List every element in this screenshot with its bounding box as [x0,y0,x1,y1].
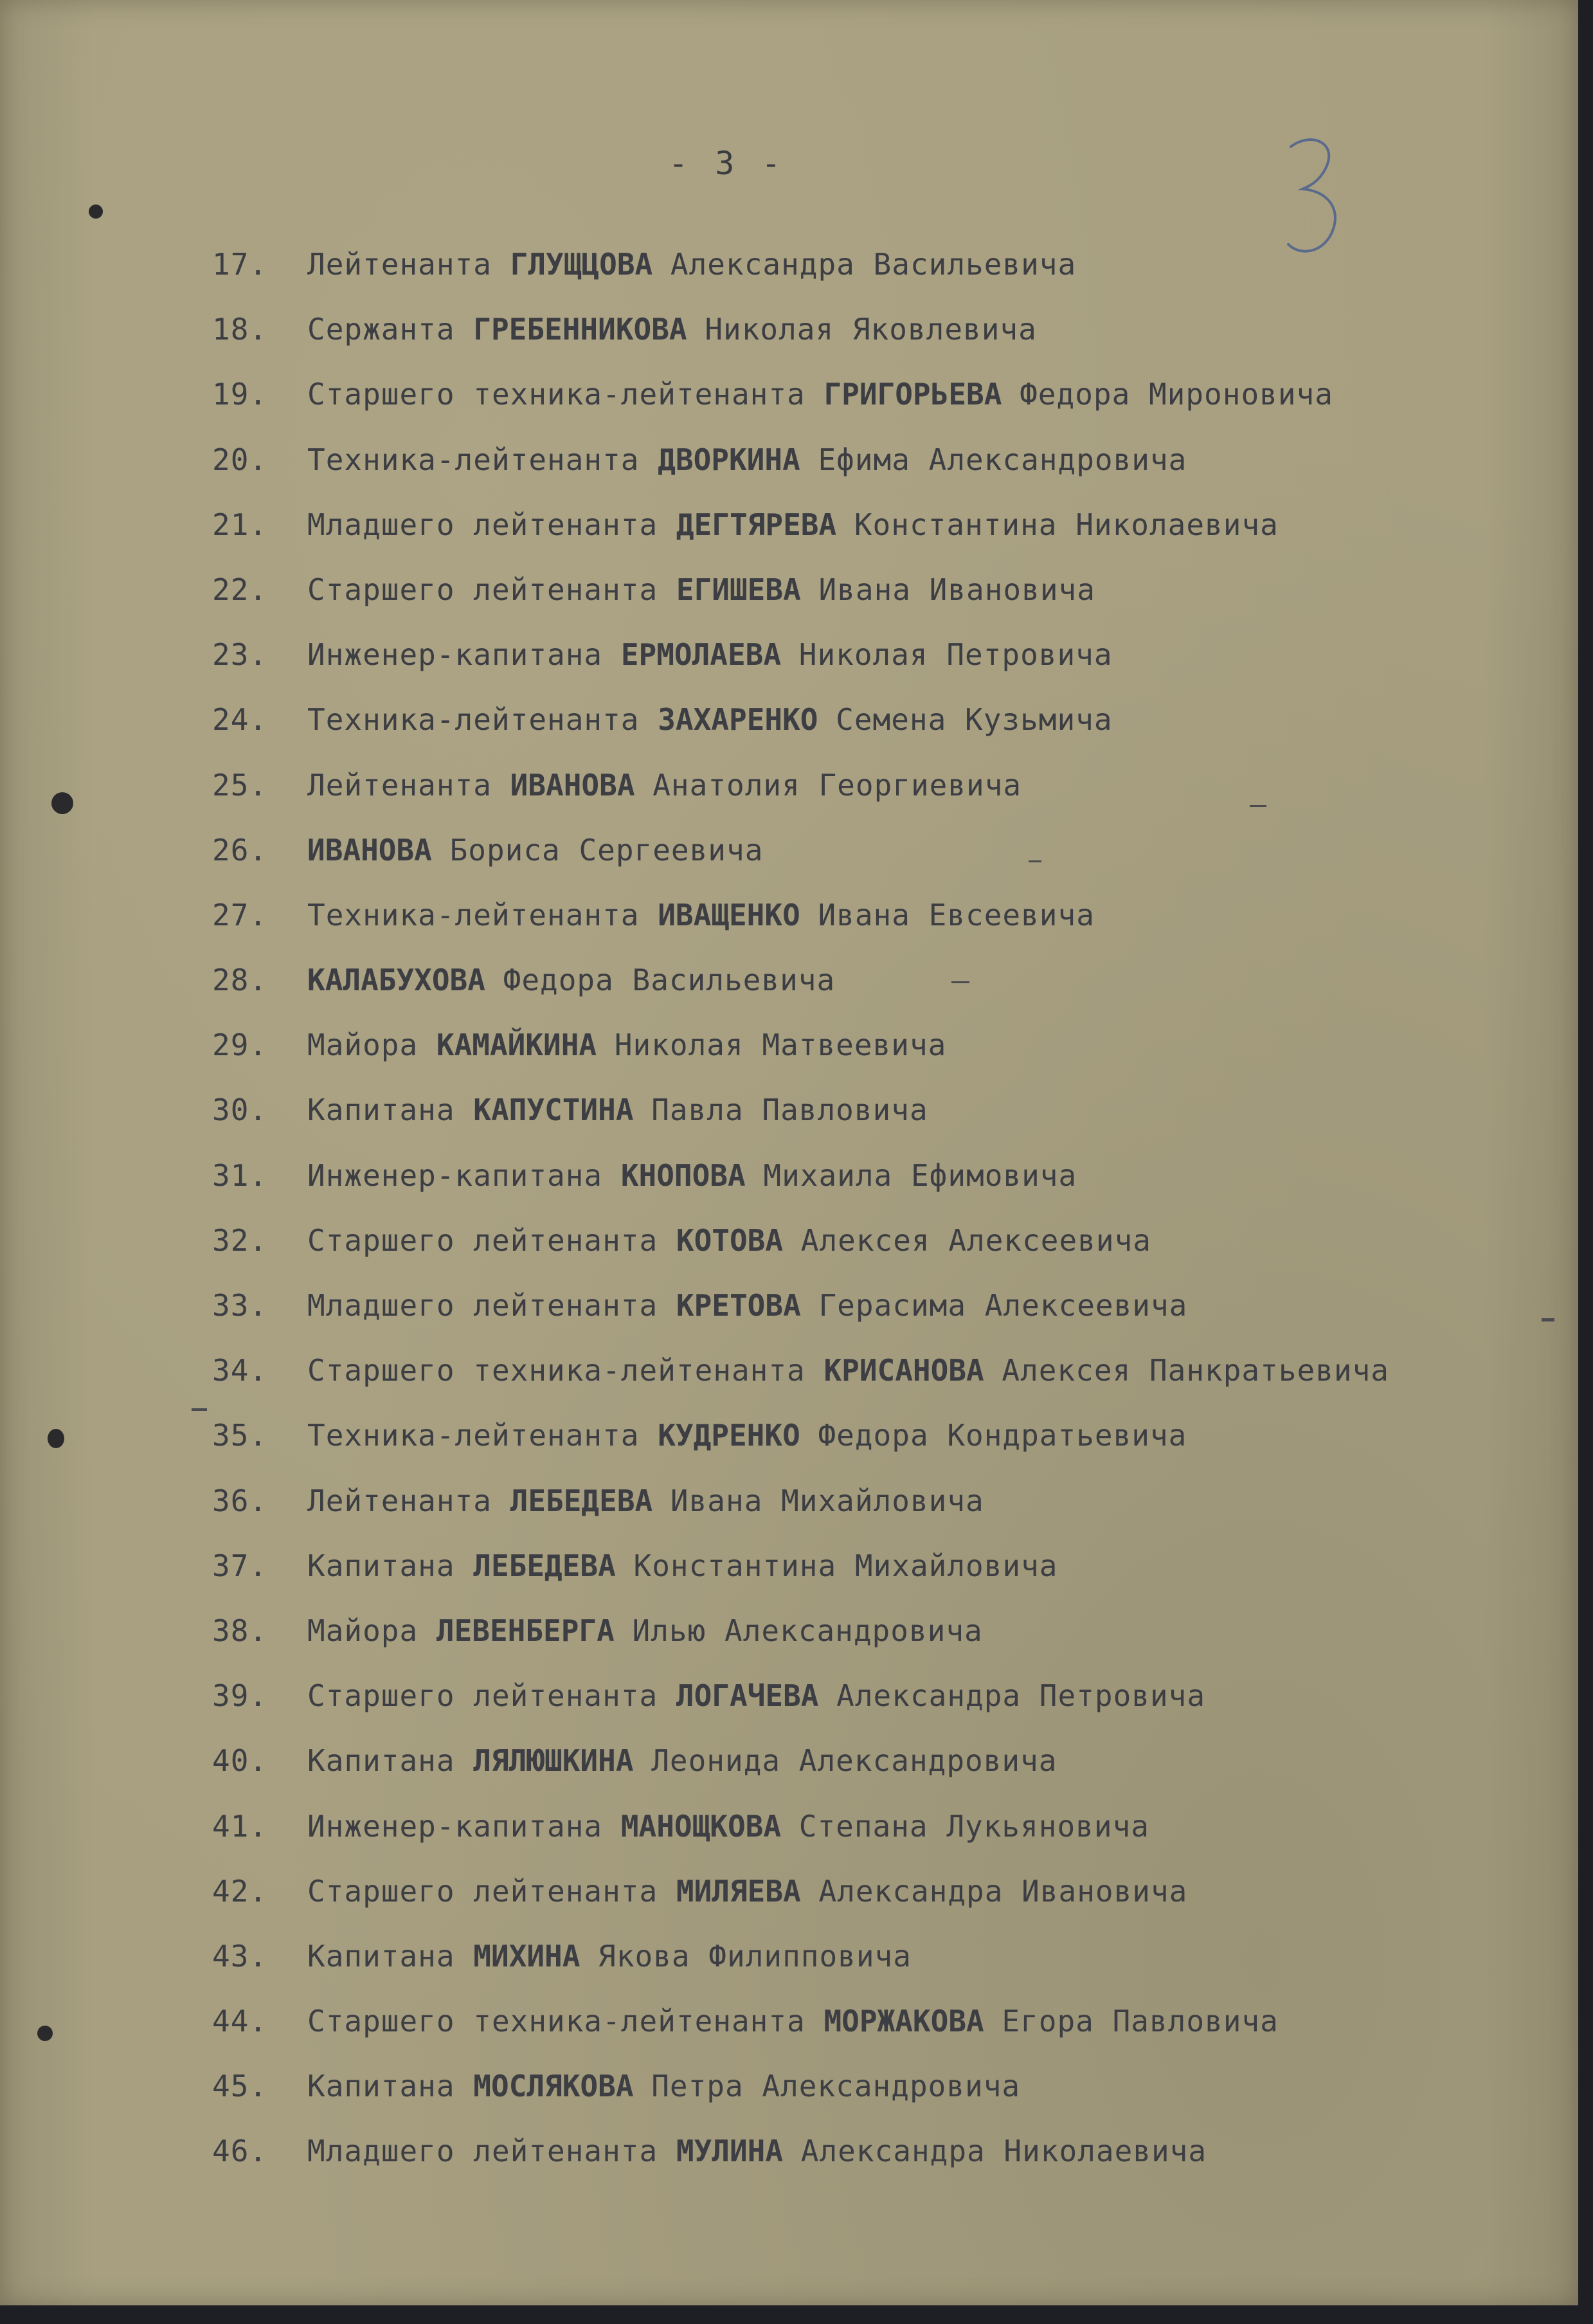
entry-rank: Техника-лейтенанта [307,897,640,932]
entry-rank: Капитана [307,1093,455,1128]
entry-given-names: Федора Васильевича [503,963,836,998]
entry-surname: ЛЕБЕДЕВА [510,1483,653,1518]
list-item [212,1288,1569,1356]
entry-surname: КАПУСТИНА [473,1093,634,1128]
list-item [212,965,1569,1030]
entry-surname: КРЕТОВА [676,1288,801,1323]
entry-rank: Сержанта [307,312,455,347]
entry-number: 20. [212,442,268,477]
entry-surname: КАМАЙКИНА [436,1028,597,1063]
entry-surname: ЕРМОЛАЕВА [620,637,782,673]
entry-rank: Старшего техника-лейтенанта [307,2004,806,2039]
list-item [212,442,1569,510]
entry-given-names: Семена Кузьмича [836,702,1113,738]
entry-number: 44. [212,2004,268,2039]
entry-surname: ИВАЩЕНКО [658,897,800,932]
entry-rank: Майора [307,1613,419,1648]
entry-given-names: Павла Павловича [651,1093,928,1128]
entry-surname: ЛЕВЕНБЕРГА [436,1613,615,1648]
entry-number: 29. [212,1028,268,1063]
entry-number: 18. [212,312,268,347]
entry-given-names: Анатолия Георгиевича [652,767,1022,803]
entry-surname: МИХИНА [473,1938,580,1974]
entry-rank: Капитана [307,1938,455,1974]
entry-given-names: Ивана Евсеевича [818,897,1095,932]
entry-given-names: Герасима Алексеевича [818,1288,1188,1323]
entry-given-names: Александра Ивановича [818,1873,1188,1909]
entry-rank: Младшего лейтенанта [307,507,658,542]
list-item [212,572,1569,640]
entry-surname: МУЛИНА [676,2134,784,2169]
entry-number: 38. [212,1613,268,1648]
pencil-tick-mark [1542,1318,1554,1321]
entry-rank: Техника-лейтенанта [307,442,640,477]
entry-number: 43. [212,1938,268,1974]
list-item [212,2136,1569,2201]
list-item [212,379,1569,444]
entry-surname: ГЛУЩЦОВА [510,247,653,282]
entry-given-names: Ивана Ивановича [818,572,1095,607]
entry-rank: Инженер-капитана [307,637,603,673]
entry-number: 37. [212,1548,268,1583]
entry-surname: МАНОЩКОВА [620,1808,782,1844]
entry-given-names: Ефима Александровича [818,442,1187,477]
entry-given-names: Александра Николаевича [800,2134,1207,2169]
list-item [212,767,1569,835]
entry-rank: Лейтенанта [307,767,492,803]
entry-surname: ДВОРКИНА [658,442,800,477]
entry-surname: ГРЕБЕННИКОВА [473,312,687,347]
entry-surname: ЛЯЛЮШКИНА [473,1743,634,1779]
entry-rank: Инженер-капитана [307,1808,603,1844]
entry-given-names: Федора Мироновича [1020,377,1333,412]
list-item [212,247,1569,314]
list-item [212,702,1569,770]
punch-hole-lower [48,1429,64,1448]
entry-number: 27. [212,897,268,932]
list-item [212,1483,1569,1551]
entry-surname: МИЛЯЕВА [676,1873,801,1909]
list-item [212,1938,1569,2006]
entry-rank: Майора [307,1028,419,1063]
entry-given-names: Бориса Сергеевича [449,832,764,867]
list-item [212,1678,1569,1746]
entry-given-names: Константина Николаевича [854,507,1279,542]
entry-surname: ИВАНОВА [307,832,432,867]
pencil-tick-mark [1250,805,1266,807]
list-item [212,1353,1569,1421]
punch-hole-middle [51,792,73,814]
entry-number: 30. [212,1093,268,1128]
entry-surname: КАЛАБУХОВА [307,963,485,998]
list-item [212,1743,1569,1811]
entry-given-names: Михаила Ефимовича [763,1157,1077,1193]
list-item [212,1095,1569,1160]
entry-given-names: Николая Матвеевича [614,1028,947,1063]
entry-rank: Старшего техника-лейтенанта [307,1353,806,1388]
pencil-tick-mark [192,1408,207,1411]
list-item [212,2071,1569,2136]
punch-hole-bottom [37,2026,53,2041]
entry-given-names: Егора Павловича [1002,2004,1279,2039]
entry-number: 42. [212,1873,268,1909]
entry-rank: Капитана [307,1548,455,1583]
list-item [212,1548,1569,1616]
entry-rank: Инженер-капитана [307,1157,603,1193]
entry-rank: Лейтенанта [307,247,492,282]
list-item [212,1808,1569,1876]
entry-given-names: Ивана Михайловича [670,1483,984,1518]
entry-number: 41. [212,1808,268,1844]
entry-rank: Лейтенанта [307,1483,492,1518]
list-item [212,2006,1569,2071]
entry-number: 32. [212,1222,268,1258]
page-number: - 3 - [669,145,785,182]
entry-number: 17. [212,247,268,282]
entry-given-names: Константина Михайловича [633,1548,1058,1583]
list-item [212,832,1569,900]
entry-number: 31. [212,1157,268,1193]
entry-number: 25. [212,767,268,803]
entry-given-names: Степана Лукьяновича [798,1808,1149,1844]
entry-number: 40. [212,1743,268,1779]
personnel-list [212,247,1569,2202]
entry-rank: Капитана [307,2069,455,2104]
entry-given-names: Николая Петровича [798,637,1113,673]
entry-rank: Старшего техника-лейтенанта [307,377,806,412]
entry-number: 28. [212,963,268,998]
entry-rank: Капитана [307,1743,455,1779]
list-item [212,1873,1569,1941]
entry-number: 35. [212,1418,268,1453]
entry-number: 39. [212,1678,268,1714]
entry-number: 24. [212,702,268,738]
entry-given-names: Александра Васильевича [670,247,1077,282]
entry-surname: ЛЕБЕДЕВА [473,1548,616,1583]
entry-given-names: Алексея Панкратьевича [1002,1353,1389,1388]
entry-given-names: Федора Кондратьевича [818,1418,1187,1453]
list-item [212,314,1569,379]
list-item [212,1030,1569,1095]
punch-hole-top [89,204,103,219]
entry-rank: Старшего лейтенанта [307,1678,658,1714]
entry-surname: ЗАХАРЕНКО [658,702,818,738]
entry-rank: Старшего лейтенанта [307,1222,658,1258]
list-item [212,1418,1569,1485]
entry-surname: ИВАНОВА [510,767,635,803]
list-item [212,1157,1569,1226]
entry-given-names: Александра Петровича [836,1678,1206,1714]
entry-given-names: Петра Александровича [651,2069,1021,2104]
entry-surname: КОТОВА [676,1222,784,1258]
entry-number: 36. [212,1483,268,1518]
list-item [212,637,1569,705]
entry-surname: ЛОГАЧЕВА [676,1678,819,1714]
entry-surname: МОСЛЯКОВА [473,2069,634,2104]
handwritten-sheet-number [1286,135,1344,264]
entry-number: 33. [212,1288,268,1323]
entry-number: 21. [212,507,268,542]
entry-given-names: Леонида Александровича [651,1743,1058,1779]
entry-number: 22. [212,572,268,607]
entry-number: 26. [212,832,268,867]
entry-given-names: Илью Александровича [632,1613,983,1648]
entry-number: 23. [212,637,268,673]
entry-surname: КНОПОВА [620,1157,746,1193]
entry-number: 34. [212,1353,268,1388]
entry-surname: КРИСАНОВА [824,1353,984,1388]
entry-rank: Младшего лейтенанта [307,1288,658,1323]
list-item [212,1222,1569,1291]
entry-rank: Старшего лейтенанта [307,572,658,607]
entry-number: 46. [212,2134,268,2169]
entry-surname: МОРЖАКОВА [824,2004,984,2039]
entry-surname: ЕГИШЕВА [676,572,801,607]
entry-given-names: Николая Яковлевича [705,312,1037,347]
entry-rank: Младшего лейтенанта [307,2134,658,2169]
entry-surname: ГРИГОРЬЕВА [824,377,1002,412]
entry-number: 45. [212,2069,268,2104]
entry-rank: Техника-лейтенанта [307,1418,640,1453]
list-item [212,507,1569,575]
entry-given-names: Алексея Алексеевича [800,1222,1151,1258]
entry-surname: ДЕГТЯРЕВА [676,507,837,542]
entry-surname: КУДРЕНКО [658,1418,800,1453]
list-item [212,897,1569,965]
entry-given-names: Якова Филипповича [598,1938,912,1974]
pencil-tick-mark [1029,860,1041,862]
list-item [212,1613,1569,1681]
pencil-tick-mark [951,981,969,983]
entry-rank: Техника-лейтенанта [307,702,640,738]
entry-rank: Старшего лейтенанта [307,1873,658,1909]
entry-number: 19. [212,377,268,412]
